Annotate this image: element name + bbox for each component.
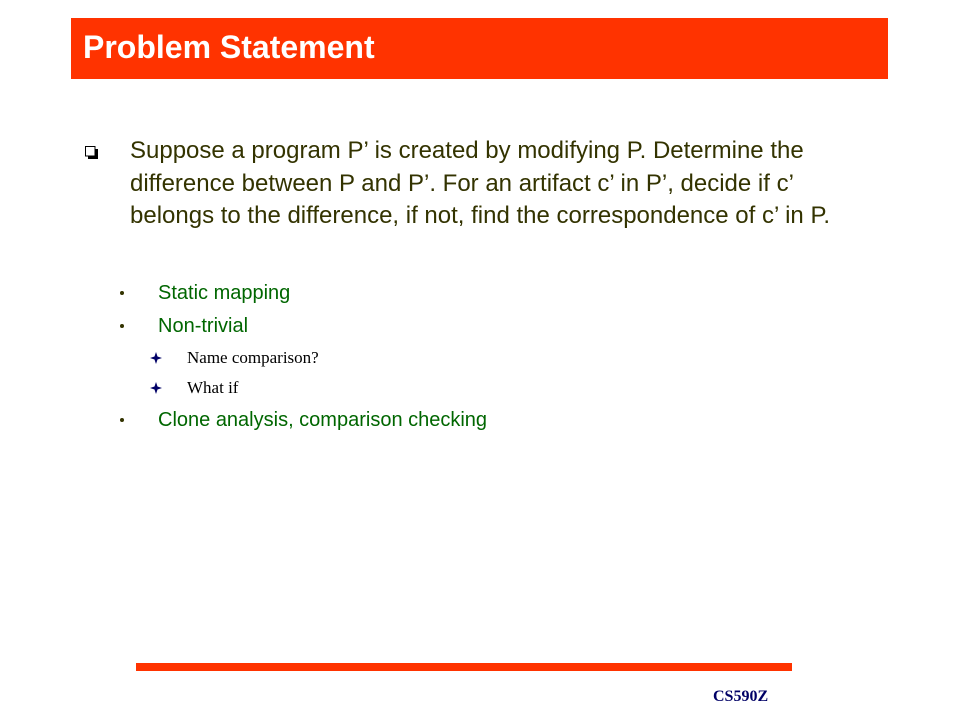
list-item-label: Static mapping — [158, 282, 291, 304]
list-item-label: Non-trivial — [158, 315, 249, 337]
list-item-label: Name comparison? — [187, 348, 319, 367]
footer-divider — [136, 663, 792, 671]
diamond-bullet-icon — [150, 382, 162, 394]
dot-bullet-icon — [120, 418, 124, 422]
list-item-label: Clone analysis, comparison checking — [158, 409, 488, 431]
main-bullet-text: Suppose a program P’ is created by modifying P. Determine the difference between P and P’. For an artifact c’ in P’, decide if c’ belongs to the difference, if not, find the correspondence of c’ in P. — [130, 137, 831, 229]
dot-bullet-icon — [120, 291, 124, 295]
slide-title: Problem Statement — [83, 29, 375, 65]
list-item-label: What if — [187, 378, 239, 397]
title-bar — [71, 18, 888, 79]
diamond-bullet-icon — [150, 352, 162, 364]
hollow-square-bullet-icon — [85, 146, 98, 159]
course-code: CS590Z — [713, 688, 769, 705]
dot-bullet-icon — [120, 324, 124, 328]
